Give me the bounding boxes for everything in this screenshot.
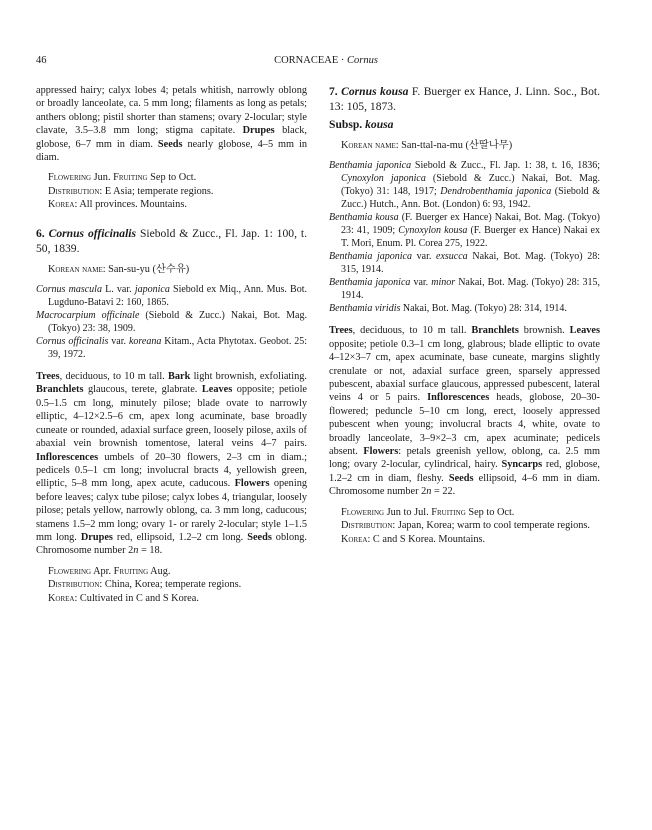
sp7-phenology: Flowering Jun to Jul. Fruiting Sep to Oct. <box>341 506 515 518</box>
page-number: 46 <box>36 55 47 66</box>
subspecies-heading: Subsp. kousa <box>329 118 394 131</box>
left-column <box>36 84 307 605</box>
sp5-phenology: Flowering Jun. Fruiting Sep to Oct. <box>48 172 197 184</box>
sp7-description: Trees, deciduous, to 10 m tall. Branchlets brownish. Leaves opposite; petiole 0.3–1 cm long, glabrous; blade elliptic to ovate 4–12×3–7 cm, apex acuminate, base cuneate, margins slightly crenulate or not, adaxial surface green, sparsely appressed pubescent, abaxial surface glaucous, appressed pubescent, lateral veins 4 or 5 pairs. Inflorescences heads, globose, 20–30-flowered; peduncle 5–10 cm long, erect, loosely appressed pubescent when young; involucral bracts 4, white, ovate to broadly lanceolate, 3–9×2–3 cm, apex acuminate; pedicels absent. Flowers: petals greenish yellow, oblong, ca. 2.5 mm long; ovary 2-locular, cylindrical, hairy. Syncarps red, globose, 1.2–2 cm in diam, fleshy. Seeds ellipsoid, 4–6 mm in diam. Chromosome number 2n = 22. <box>329 325 600 498</box>
sp5-description-end: appressed hairy; calyx lobes 4; petals whitish, narrowly oblong or broadly lanceolate, ca. 5 mm long; filaments as long as petals; anthers oblong; pistil shorter than stamens; ovary 2-locular; style clavate, 3.5–3.8 mm long; stigma capitate. Drupes black, globose, 6–7 mm in diam. Seeds nearly globose, 4–5 mm in diam. <box>36 85 307 164</box>
sp6-korea: Korea: Cultivated in C and S Korea. <box>48 592 199 604</box>
sp7-distribution: Distribution: Japan, Korea; warm to cool temperate regions. <box>341 520 590 532</box>
family-name: CORNACEAE <box>274 55 339 66</box>
page-header <box>36 55 616 69</box>
sp7-synonym-3: Benthamia japonica var. exsucca Nakai, Bot. Mag. (Tokyo) 28: 315, 1914. <box>329 251 600 276</box>
species-6-heading: 6. Cornus officinalis Siebold & Zucc., Fl. Jap. 1: 100, t. 50, 1839. <box>36 226 307 255</box>
sp6-synonym-2: Macrocarpium officinale (Siebold & Zucc.) Nakai, Bot. Mag. (Tokyo) 23: 38, 1909. <box>36 310 307 335</box>
sp5-korea: Korea: All provinces. Mountains. <box>48 199 187 211</box>
sp6-phenology: Flowering Apr. Fruiting Aug. <box>48 565 171 577</box>
sp6-description: Trees, deciduous, to 10 m tall. Bark light brownish, exfoliating. Branchlets glaucous, terete, glabrate. Leaves opposite; petiole 0.5–1.5 cm long, minutely pilose; blade ovate to narrowly elliptic, 4–12×2.5–6 cm, apex long acuminate, base broadly cuneate or rounded, adaxial surface green, loosely pilose, axils of abaxial vein brownish tomentose, lateral veins 4–7 pairs. Inflorescences umbels of 20–30 flowers, 2–3 cm in diam.; pedicels 0.5–1 cm long; involucral bracts 4, yellowish green, elliptic, 5–8 mm long, apex acute, caducous. Flowers opening before leaves; calyx tube pilose; calyx lobes 4, triangular, loosely pilose; petals yellow, narrowly oblong, ca. 3 mm long, caducous; stamens 1.5–2 mm long; ovary 1- or rarely 2-locular; style 1–1.5 mm long. Drupes red, ellipsoid, 1.2–2 cm long. Seeds oblong. Chromosome number 2n = 18. <box>36 371 307 557</box>
sp7-synonym-1: Benthamia japonica Siebold & Zucc., Fl. Jap. 1: 38, t. 16, 1836; Cynoxylon japonica (Siebold & Zucc.) Nakai, Bot. Mag. (Tokyo) 31: 148, 1917; Dendrobenthamia japonica (Siebold & Zucc.) Hutch., Ann. Bot. (London) 6: 93, 1942. <box>329 160 600 211</box>
running-head <box>36 55 616 66</box>
sp7-synonym-4: Benthamia japonica var. minor Nakai, Bot. Mag. (Tokyo) 28: 315, 1914. <box>329 277 600 302</box>
sp7-korea: Korea: C and S Korea. Mountains. <box>341 533 486 545</box>
right-column <box>329 84 600 546</box>
sp7-synonym-5: Benthamia viridis Nakai, Bot. Mag. (Tokyo) 28: 314, 1914. <box>329 303 567 315</box>
sp7-synonym-2: Benthamia kousa (F. Buerger ex Hance) Nakai, Bot. Mag. (Tokyo) 23: 41, 1909; Cynoxylon kousa (F. Buerger ex Hance) Nakai ex T. Mori, Enum. Pl. Corea 275, 1922. <box>329 212 601 250</box>
sp5-distribution: Distribution: E Asia; temperate regions. <box>48 185 214 197</box>
sp6-korean-name: Korean name: San-su-yu (산수유) <box>48 263 190 275</box>
sp7-korean-name: Korean name: San-ttal-na-mu (산딸나무) <box>341 140 513 151</box>
header-separator: · <box>338 55 347 66</box>
genus-name: Cornus <box>346 55 378 66</box>
sp6-synonym-1: Cornus mascula L. var. japonica Siebold ex Miq., Ann. Mus. Bot. Lugduno-Batavi 2: 160, 1865. <box>36 284 307 309</box>
sp6-distribution: Distribution: China, Korea; temperate regions. <box>48 579 242 591</box>
sp6-synonym-3: Cornus officinalis var. koreana Kitam., Acta Phytotax. Geobot. 25: 39, 1972. <box>36 336 308 361</box>
species-7-heading: 7. Cornus kousa F. Buerger ex Hance, J. Linn. Soc., Bot. 13: 105, 1873. <box>329 85 600 113</box>
